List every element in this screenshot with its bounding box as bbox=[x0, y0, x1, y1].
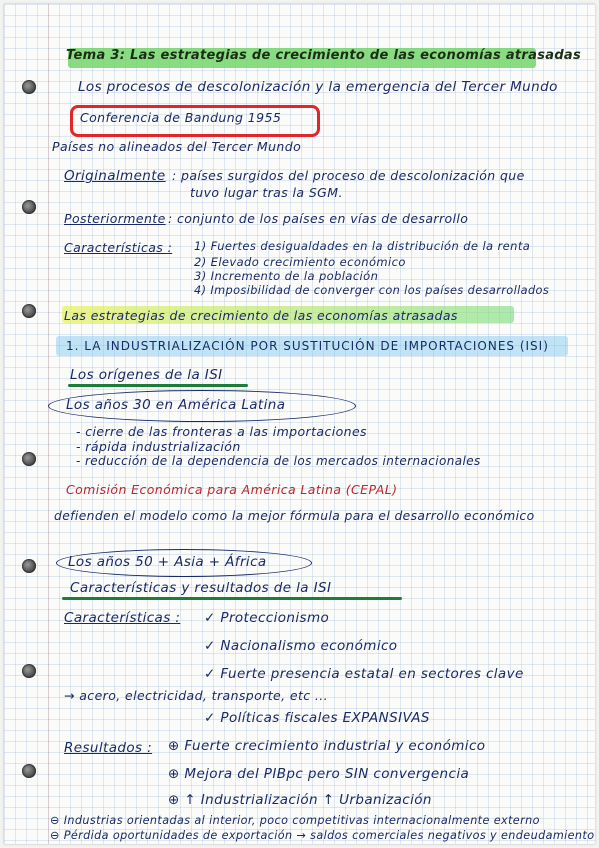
originally-label: Originalmente bbox=[64, 168, 166, 184]
heading-decolonization: Los procesos de descolonización y la emergencia del Tercer Mundo bbox=[78, 79, 558, 95]
page-title: Tema 3: Las estrategias de crecimiento de las economías atrasadas bbox=[66, 48, 582, 63]
binder-hole bbox=[22, 304, 36, 318]
originally-text-1: : países surgidos del proceso de descolonización que bbox=[172, 168, 525, 183]
conference-text: Conferencia de Bandung 1955 bbox=[80, 110, 282, 125]
isi-heading: 1. LA INDUSTRIALIZACIÓN POR SUSTITUCIÓN DE IMPORTACIONES (ISI) bbox=[66, 339, 549, 353]
binder-hole bbox=[22, 664, 36, 678]
isi-char-3: ✓ Fuerte presencia estatal en sectores clave bbox=[204, 666, 524, 682]
binder-hole bbox=[22, 452, 36, 466]
bullet-3: - reducción de la dependencia de los mercados internacionales bbox=[76, 454, 481, 468]
binder-hole bbox=[22, 559, 36, 573]
characteristic-2: 2) Elevado crecimiento económico bbox=[194, 255, 406, 269]
later-label: Posteriormente bbox=[64, 211, 166, 226]
result-2: ⊕ Mejora del PIBpc pero SIN convergencia bbox=[168, 766, 470, 782]
thirties-text: Los años 30 en América Latina bbox=[66, 397, 286, 413]
result-3: ⊕ ↑ Industrialización ↑ Urbanización bbox=[168, 792, 432, 808]
origins-underline bbox=[68, 384, 248, 387]
characteristics-label-2: Características : bbox=[64, 610, 181, 626]
margin-line bbox=[48, 4, 49, 844]
strategies-heading: Las estrategias de crecimiento de las economías atrasadas bbox=[64, 308, 458, 323]
car-res-underline bbox=[62, 597, 402, 600]
isi-char-3b: → acero, electricidad, transporte, etc ... bbox=[64, 688, 329, 703]
minus-1: ⊖ Industrias orientadas al interior, poco competitivas internacionalmente externo bbox=[50, 814, 540, 827]
binder-hole bbox=[22, 200, 36, 214]
cepal-text: Comisión Económica para América Latina (CEPAL) bbox=[66, 482, 398, 497]
car-res-heading: Características y resultados de la ISI bbox=[70, 580, 332, 596]
bullet-1: - cierre de las fronteras a las importaciones bbox=[76, 424, 367, 439]
originally-text-2: tuvo lugar tras la SGM. bbox=[190, 185, 343, 200]
origins-heading: Los orígenes de la ISI bbox=[70, 367, 223, 383]
fifties-text: Los años 50 + Asia + África bbox=[68, 554, 267, 570]
characteristic-1: 1) Fuertes desigualdades en la distribución de la renta bbox=[194, 239, 531, 253]
defend-text: defienden el modelo como la mejor fórmula para el desarrollo económico bbox=[54, 509, 535, 523]
result-1: ⊕ Fuerte crecimiento industrial y económico bbox=[168, 738, 486, 754]
characteristic-3: 3) Incremento de la población bbox=[194, 269, 379, 283]
characteristics-label: Características : bbox=[64, 240, 173, 255]
results-label: Resultados : bbox=[64, 740, 153, 756]
minus-2: ⊖ Pérdida oportunidades de exportación → saldos comerciales negativos y endeudamiento bbox=[50, 829, 595, 842]
binder-hole bbox=[22, 764, 36, 778]
binder-hole bbox=[22, 80, 36, 94]
characteristic-4: 4) Imposibilidad de converger con los países desarrollados bbox=[194, 284, 550, 297]
isi-char-1: ✓ Proteccionismo bbox=[204, 610, 330, 626]
isi-char-4: ✓ Políticas fiscales EXPANSIVAS bbox=[204, 710, 430, 726]
notebook-page bbox=[4, 4, 595, 844]
subheading-non-aligned: Países no alineados del Tercer Mundo bbox=[52, 139, 302, 154]
bullet-2: - rápida industrialización bbox=[76, 439, 241, 454]
later-text: : conjunto de los países en vías de desarrollo bbox=[168, 211, 469, 226]
isi-char-2: ✓ Nacionalismo económico bbox=[204, 638, 398, 654]
